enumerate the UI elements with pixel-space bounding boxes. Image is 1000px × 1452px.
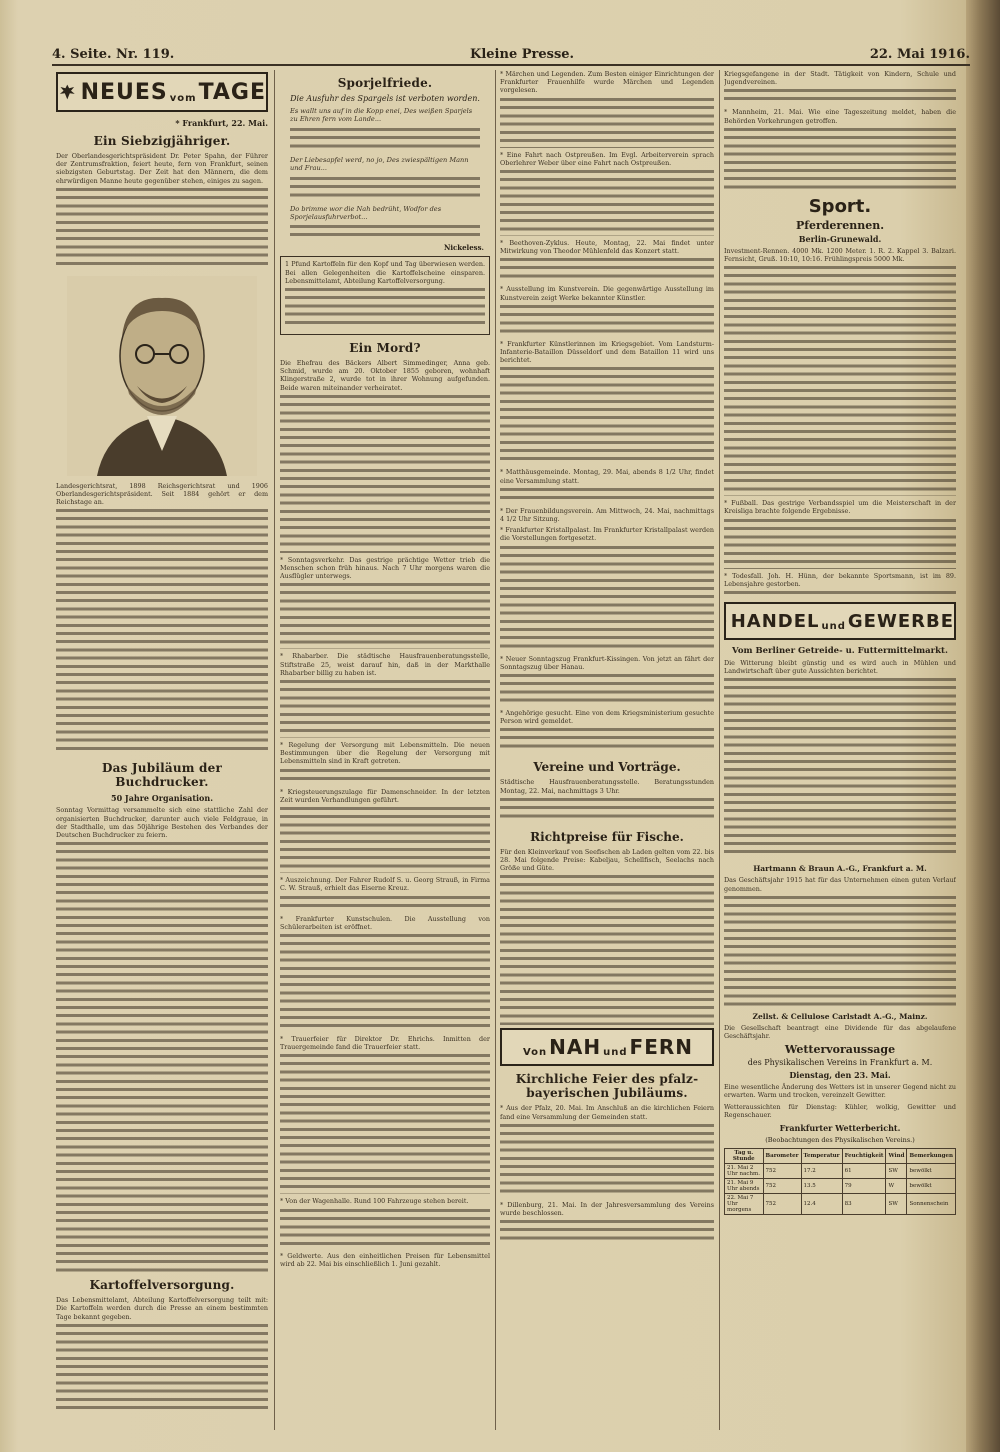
table-cell: 13.5 [801, 1179, 842, 1194]
notice-box [280, 256, 490, 335]
article-text: * Angehörige gesucht. Eine von dem Kriegsministerium gesuchte Person wird gemeldet. [500, 709, 714, 726]
article-text: * Todesfall. Joh. H. Hünn, der bekannte Sportsmann, ist im 89. Lebensjahre gestorben. [724, 571, 956, 588]
article-text: Der Oberlandesgerichtspräsident Dr. Peter Spahn, der Führer der Zentrumsfraktion, feiert heute, fern von Frankfurt, seinen siebzigsten Geburtstag. Der Zeit hat den Männern, die dem ehrwürdigen Manne heute gegenüber stehen, einiges zu sagen. [56, 152, 268, 185]
book-binding-edge [966, 0, 1000, 1452]
article-text: Das Geschäftsjahr 1915 hat für das Unternehmen einen guten Verlauf genommen. [724, 876, 956, 893]
gear-icon [726, 606, 727, 636]
banner-word: NEUES [80, 79, 168, 105]
article-text: Investment-Rennen. 4000 Mk. 1200 Meter. 1. R. 2. Kappel 3. Balzari. Fernsicht, Gruß. 10:10, 10:16. Frühlingspreis 5000 Mk. [724, 246, 956, 264]
banner-word: GEWERBE [847, 610, 954, 632]
headline: Kartoffelversorgung. [89, 1278, 235, 1293]
table-cell: 12.4 [801, 1194, 842, 1215]
header-rule [52, 64, 970, 66]
banner-word: vom [169, 93, 197, 104]
article-text: * Von der Wagenhalle. Rund 100 Fahrzeuge stehen bereit. [280, 1197, 469, 1206]
table-cell: bewölkt [907, 1164, 956, 1179]
table-cell: 83 [842, 1194, 886, 1215]
poem-lines [290, 225, 480, 241]
headline: Vom Berliner Getreide- u. Futtermittelmarkt. [732, 646, 948, 657]
column-rule [495, 70, 496, 1430]
article-text-block [724, 128, 956, 190]
weather-text: Eine wesentliche Änderung des Wetters ist in unserer Gegend nicht zu erwarten. Warm und trocken, vereinzelt Gewitter. [724, 1083, 956, 1100]
article-text-block [280, 769, 490, 785]
subheadline: Pferderennen. [795, 218, 885, 232]
company-heading: Zellst. & Cellulose Carlstadt A.-G., Mainz. [752, 1011, 928, 1021]
table-cell: SW [886, 1164, 907, 1179]
article-text: Die Ehefrau des Bäckers Albert Simmedinger, Anna geb. Schmid, wurde am 20. Oktober 1855 geboren, wohnhaft Klingerstraße 2, wurde tot in ihrer Wohnung aufgefunden. Beide waren miteinander verheiratet. [280, 359, 490, 392]
table-cell: 61 [842, 1164, 886, 1179]
portrait-caption: Landesgerichtsrat, 1898 Reichsgerichtsrat und 1906 Oberlandesgerichtspräsident. Seit 1884 gehört er dem Reichstage an. [56, 481, 268, 507]
handel-und-gewerbe-banner [724, 602, 956, 640]
sport-section-title: Sport. [808, 195, 872, 217]
article-text: * Sonntagsverkehr. Das gestrige prächtige Wetter trieb die Menschen schon früh hinaus. Nach 7 Uhr morgens waren die Ausflügler unterwegs. [280, 555, 490, 581]
table-cell: 79 [842, 1179, 886, 1194]
table-cell: 22. Mai 7 Uhr morgens [725, 1194, 764, 1215]
article-text: * Trauerfeier für Direktor Dr. Ehrichs. Inmitten der Trauergemeinde fand die Trauerfeier statt. [280, 1034, 490, 1052]
article-text: * Eine Fahrt nach Ostpreußen. Im Evgl. Arbeiterverein sprach Oberlehrer Weber über eine Fahrt nach Ostpreußen. [500, 150, 714, 167]
article-text-block [280, 395, 490, 553]
article-text: * Märchen und Legenden. Zum Besten einiger Einrichtungen der Frankfurter Frauenhilfe wurde Märchen und Legenden vorgelesen. [500, 70, 714, 95]
poem-stanza: Do brimme wor die Nah bedrüht, Wodfor des Sporjelausfuhrverbot... [290, 204, 442, 222]
article-text-block [500, 798, 714, 822]
article-text: * Kriegsteuerungszulage für Damenschneider. In der letzten Zeit wurden Verhandlungen geführt. [280, 787, 490, 804]
headline: Ein Siebzigjähriger. [93, 134, 231, 148]
article-text-block [280, 583, 490, 649]
table-cell: 17.2 [801, 1164, 842, 1179]
weather-report-title: Frankfurter Wetterbericht. [779, 1123, 901, 1134]
article-text: * Frankfurter Kunstschulen. Die Ausstellung von Schülerarbeiten ist eröffnet. [280, 914, 490, 931]
column-3 [500, 70, 714, 1430]
subheadline: Berlin-Grunewald. [798, 233, 882, 244]
table-cell: SW [886, 1194, 907, 1215]
weather-title: Wettervoraussage [784, 1043, 896, 1057]
banner-word: Von [522, 1047, 548, 1059]
subheadline: 50 Jahre Organisation. [111, 793, 213, 804]
page-number: 4. Seite. Nr. 119. [52, 46, 175, 62]
article-text: * Rhabarber. Die städtische Hausfrauenberatungsstelle, Stiftstraße 25, weist darauf hin, daß in der Markthalle Rhabarber billig zu haben ist. [280, 652, 490, 677]
article-text-block [56, 1324, 268, 1414]
article-text: * Matthäusgemeinde. Montag, 29. Mai, abends 8 1/2 Uhr, findet eine Versammlung statt. [500, 468, 714, 485]
page-header [52, 44, 970, 64]
article-text-block [724, 266, 956, 496]
column-header: Wind [886, 1149, 907, 1164]
weather-report-subtitle: (Beobachtungen des Physikalischen Vereins.) [765, 1136, 915, 1145]
table-header-row [725, 1149, 956, 1164]
table-cell: 21. Mai 9 Uhr abends [725, 1179, 764, 1194]
column-2 [280, 70, 490, 1430]
article-text: Sonntag Vormittag versammelte sich eine stattliche Zahl der organisierten Buchdrucker, darunter auch viele Feldgraue, in der Stadthalle, um das 50jährige Bestehen des Verbandes der Deutschen Buchdrucker zu feiern. [56, 806, 268, 840]
issue-date: 22. Mai 1916. [869, 46, 970, 62]
article-text: * Mannheim, 21. Mai. Wie eine Tageszeitung meldet, haben die Behörden Vorkehrungen getroffen. [724, 108, 956, 125]
article-text: * Beethoven-Zyklus. Heute, Montag, 22. Mai findet unter Mitwirkung von Theodor Mühlenfeld das Konzert statt. [500, 239, 714, 256]
eagle-icon [58, 77, 77, 107]
table-row [725, 1194, 956, 1215]
article-text: * Ausstellung im Kunstverein. Die gegenwärtige Ausstellung im Kunstverein zeigt Werke bekannter Künstler. [500, 285, 714, 302]
table-row [725, 1164, 956, 1179]
column-rule [274, 70, 275, 1430]
article-text: * Regelung der Versorgung mit Lebensmitteln. Die neuen Bestimmungen über die Regelung der Versorgung mit Lebensmitteln sind in Kraft getreten. [280, 741, 490, 766]
article-text-block [280, 896, 490, 912]
article-text-block [500, 546, 714, 652]
article-text-block [280, 1054, 490, 1194]
column-1 [56, 70, 268, 1430]
article-text: * Geldwerte. Aus den einheitlichen Preisen für Lebensmittel wird ab 22. Mai bis einschließlich 1. Juni gezahlt. [280, 1251, 490, 1268]
banner-word: und [603, 1047, 628, 1059]
company-heading: Hartmann & Braun A.-G., Frankfurt a. M. [753, 864, 927, 874]
article-text-block [56, 509, 268, 755]
article-text-block [500, 674, 714, 706]
article-text-block [500, 1124, 714, 1198]
weather-subtitle: des Physikalischen Vereins in Frankfurt a. M. [747, 1058, 933, 1068]
article-text-block [56, 188, 268, 270]
author-signature: Nickeless. [443, 243, 484, 253]
banner-word: TAGE [198, 79, 266, 105]
table-cell: Sonnenschein [907, 1194, 956, 1215]
poem-stanza: Es wallt uns auf in die Kopp enei, Des weißen Sparjels zu Ehren fern vom Lande... [290, 107, 473, 124]
column-header: Bemerkungen [907, 1149, 956, 1164]
article-text: Die Witterung bleibt günstig und es wird auch in Mühlen und Landwirtschaft über gute Aussichten berichtet. [724, 659, 956, 676]
notice-text: 1 Pfund Kartoffeln für den Kopf und Tag überwiesen werden. Bei allen Gelegenheiten die Kartoffelscheine einsparen. Lebensmittelamt, Abteilung Kartoffelversorgung. [285, 260, 485, 285]
headline: Kirchliche Feier des pfalz-bayerischen Jubiläums. [515, 1072, 699, 1101]
article-text-block [724, 591, 956, 599]
article-text: * Fußball. Das gestrige Verbandsspiel um die Meisterschaft in der Kreisliga brachte folgende Ergebnisse. [724, 499, 956, 516]
article-text-block [500, 305, 714, 337]
column-header: Tag u. Stunde [725, 1149, 764, 1164]
weather-outlook: Wetteraussichten für Dienstag: Kühler, wolkig, Gewitter und Regenschauer. [724, 1102, 956, 1119]
table-cell: W [886, 1179, 907, 1194]
article-text: Das Lebensmittelamt, Abteilung Kartoffelversorgung teilt mit: Die Kartoffeln werden durch die Presse an einem bestimmten Tage bekannt gegeben. [56, 1296, 268, 1321]
article-text-block [280, 807, 490, 873]
article-text-block [500, 875, 714, 1025]
article-text: Kriegsgefangene in der Stadt. Tätigkeit von Kindern, Schule und Jugendvereinen. [724, 70, 956, 87]
portrait-engraving [67, 276, 257, 476]
article-text-block [724, 678, 956, 858]
banner-word: HANDEL [730, 610, 820, 632]
table-row [725, 1179, 956, 1194]
section-title: Richtpreise für Fische. [530, 829, 684, 844]
article-text: Für den Kleinverkauf von Seefischen ab Laden gelten vom 22. bis 28. Mai folgende Preise: Kabeljau, Schellfisch, Seelachs nach Größe und Güte. [500, 847, 714, 873]
table-cell: 752 [763, 1194, 801, 1215]
column-rule [719, 70, 720, 1430]
headline: Ein Mord? [349, 341, 421, 356]
article-text-block [500, 367, 714, 465]
weather-day: Dienstag, den 23. Mai. [789, 1070, 891, 1081]
banner-word: FERN [629, 1035, 694, 1060]
poem-lines [290, 177, 480, 201]
poem-stanza: Der Liebesapfel werd, no jo, Des zwiespältigen Mann und Frau... [290, 155, 469, 173]
article-text: * Neuer Sonntagszug Frankfurt-Kissingen. Von jetzt an fährt der Sonntagszug über Hanau. [500, 654, 714, 671]
article-text-block [280, 1209, 490, 1249]
article-text-block [500, 258, 714, 282]
article-text: * Aus der Pfalz, 20. Mai. Im Anschluß an die kirchlichen Feiern fand eine Versammlung der Gemeinden statt. [500, 1104, 714, 1121]
weather-table [724, 1148, 956, 1215]
article-text-block [724, 519, 956, 569]
banner-word: NAH [549, 1035, 602, 1060]
article-text: * Frankfurter Künstlerinnen im Kriegsgebiet. Vom Landsturm-Infanterie-Bataillon Düsseldorf und dem Bataillon 11 wird uns berichtet. [500, 339, 714, 365]
column-header: Barometer [763, 1149, 801, 1164]
article-text-block [500, 488, 714, 504]
banner-word: und [821, 621, 846, 633]
article-text: * Der Frauenbildungsverein. Am Mittwoch, 24. Mai, nachmittags 4 1/2 Uhr Sitzung. [500, 506, 714, 524]
subheadline: Die Ausfuhr des Spargels ist verboten worden. [290, 94, 480, 103]
headline: Das Jubiläum der Buchdrucker. [102, 761, 222, 790]
table-cell: bewölkt [907, 1179, 956, 1194]
newspaper-title: Kleine Presse. [470, 46, 575, 62]
neues-vom-tage-banner [56, 72, 268, 112]
poem-lines [290, 128, 480, 152]
article-text-block [724, 896, 956, 1006]
article-text: * Auszeichnung. Der Fahrer Rudolf S. u. Georg Strauß, in Firma C. W. Strauß, erhielt das Eiserne Kreuz. [280, 876, 490, 893]
article-text: Städtische Hausfrauenberatungsstelle. Beratungsstunden Montag, 22. Mai, nachmittags 3 Uhr. [500, 778, 714, 795]
article-text: * Dillenburg, 21. Mai. In der Jahresversammlung des Vereins wurde beschlossen. [500, 1200, 714, 1218]
article-text: Die Gesellschaft beantragt eine Dividende für das abgelaufene Geschäftsjahr. [724, 1023, 956, 1041]
table-cell: 21. Mai 2 Uhr nachm. [725, 1164, 764, 1179]
column-header: Temperatur [801, 1149, 842, 1164]
article-text-block [280, 934, 490, 1032]
notice-text-block [285, 288, 485, 328]
article-text: * Frankfurter Kristallpalast. Im Frankfurter Kristallpalast werden die Vorstellungen fortgesetzt. [500, 526, 714, 543]
article-text-block [500, 98, 714, 148]
article-text-block [500, 170, 714, 236]
article-text-block [56, 842, 268, 1272]
article-text-block [500, 1220, 714, 1240]
table-cell: 752 [763, 1164, 801, 1179]
column-4 [724, 70, 956, 1430]
article-text-block [280, 680, 490, 738]
article-text-block [500, 728, 714, 752]
article-text-block [724, 89, 956, 105]
dateline: * Frankfurt, 22. Mai. [175, 118, 268, 128]
section-title: Vereine und Vorträge. [533, 760, 681, 775]
von-nah-und-fern-banner [500, 1028, 714, 1066]
table-cell: 752 [763, 1179, 801, 1194]
headline: Sporjelfriede. [337, 76, 433, 90]
column-header: Feuchtigkeit [842, 1149, 886, 1164]
